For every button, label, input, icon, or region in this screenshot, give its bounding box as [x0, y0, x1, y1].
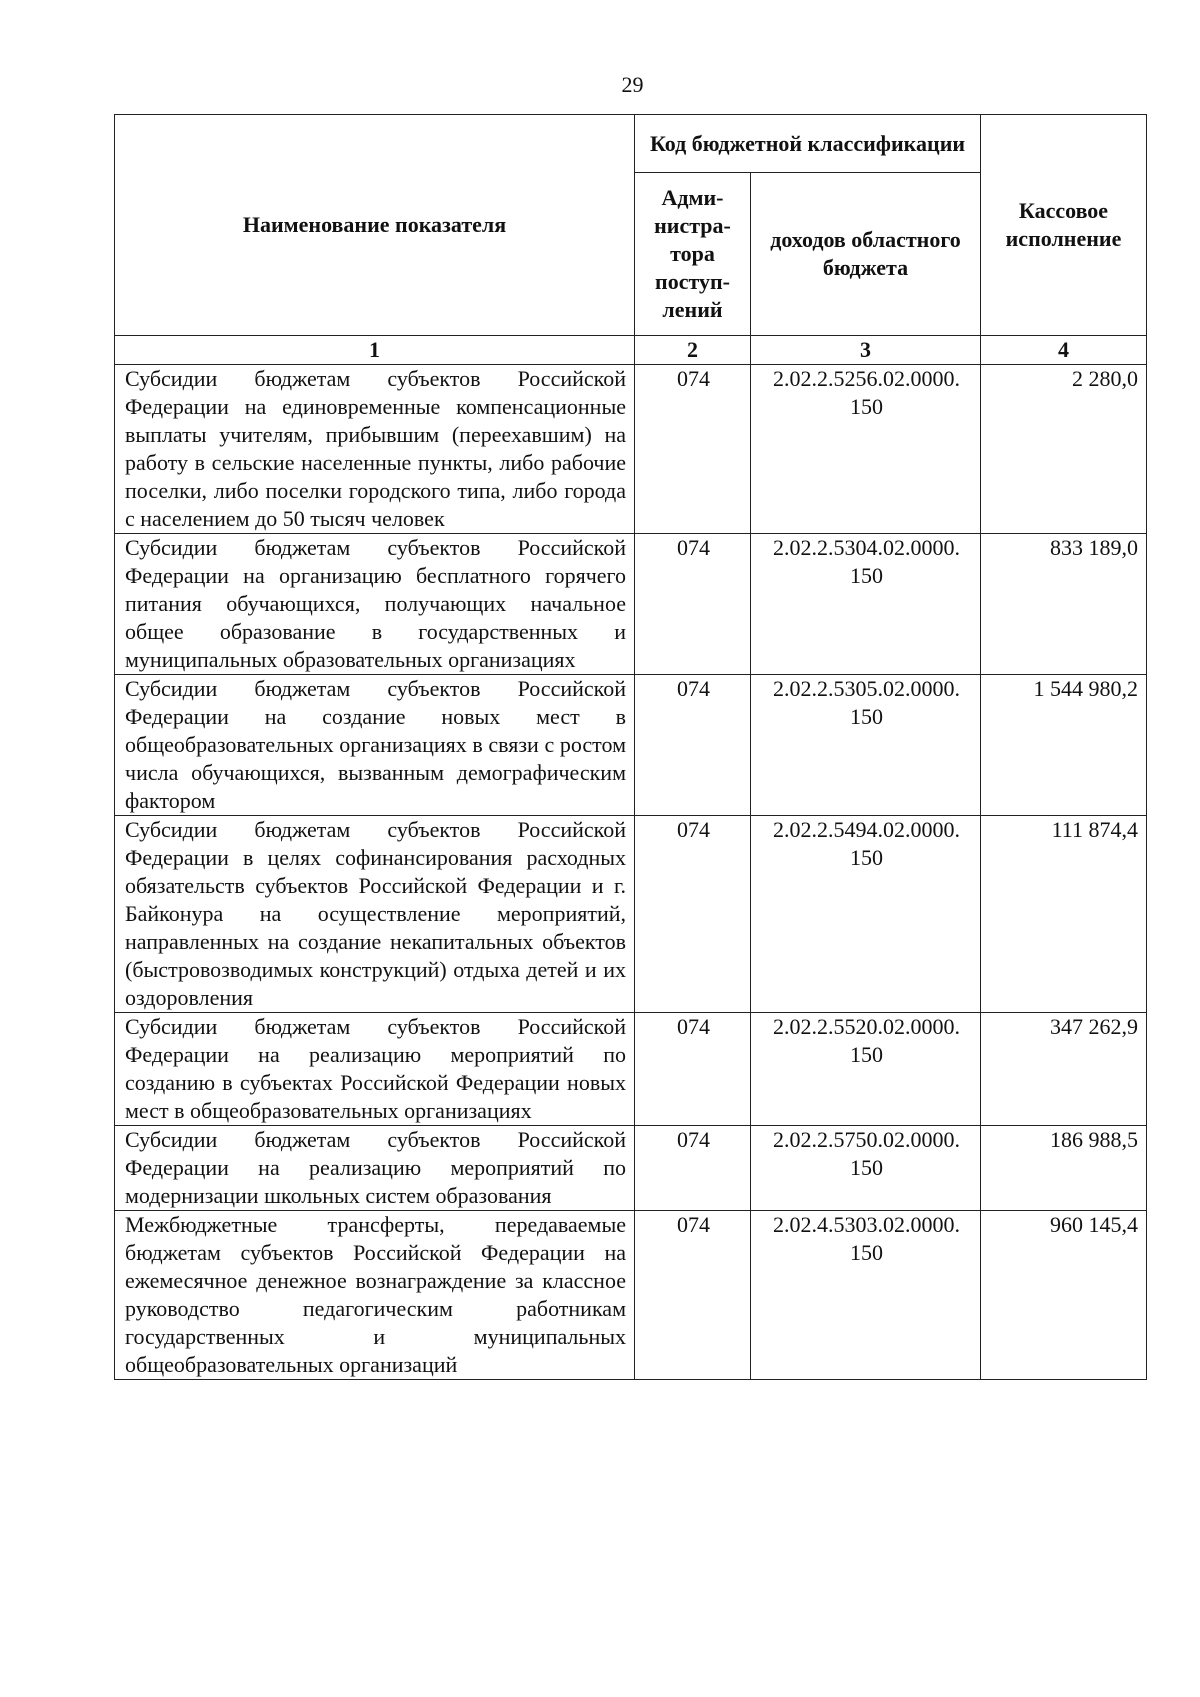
- table-row: [115, 1013, 1147, 1126]
- header-row: [115, 115, 1147, 173]
- row-name: Субсидии бюджетам субъектов Российской Федерации на реализацию мероприятий по модернизации школьных систем образования: [115, 1126, 635, 1211]
- row-name: Субсидии бюджетам субъектов Российской Федерации на организацию бесплатного горячего питания обучающихся, получающих начальное общее образование в государственных и муниципальных образовательных организациях: [115, 534, 635, 675]
- header-income: доходов областного бюджета: [751, 173, 981, 336]
- column-number-row: [115, 336, 1147, 365]
- row-admin-code: 074: [635, 534, 751, 675]
- header-admin: Адми-нистра-тора поступ-лений: [635, 173, 751, 336]
- row-amount: 2 280,0: [981, 365, 1147, 534]
- table-row: [115, 816, 1147, 1013]
- row-admin-code: 074: [635, 816, 751, 1013]
- row-admin-code: 074: [635, 675, 751, 816]
- row-admin-code: 074: [635, 365, 751, 534]
- row-income-code: 2.02.2.5520.02.0000. 150: [751, 1013, 981, 1126]
- column-number: 1: [115, 336, 635, 365]
- row-name: Межбюджетные трансферты, передаваемые бюджетам субъектов Российской Федерации на ежемесячное денежное вознаграждение за классное руководство педагогическим работникам государственных и муниципальных общеобразовательных организаций: [115, 1211, 635, 1380]
- budget-table: [114, 114, 1147, 1380]
- row-name: Субсидии бюджетам субъектов Российской Федерации в целях софинансирования расходных обязательств субъектов Российской Федерации и г. Байконура на осуществление мероприятий, направленных на создание некапитальных объектов (быстровозводимых конструкций) отдыха детей и их оздоровления: [115, 816, 635, 1013]
- row-amount: 960 145,4: [981, 1211, 1147, 1380]
- table-row: [115, 534, 1147, 675]
- row-income-code: 2.02.2.5256.02.0000. 150: [751, 365, 981, 534]
- row-income-code: 2.02.2.5750.02.0000. 150: [751, 1126, 981, 1211]
- row-amount: 111 874,4: [981, 816, 1147, 1013]
- row-amount: 833 189,0: [981, 534, 1147, 675]
- row-name: Субсидии бюджетам субъектов Российской Федерации на единовременные компенсационные выплаты учителям, прибывшим (переехавшим) на работу в сельские населенные пункты, либо рабочие поселки, либо поселки городского типа, либо города с населением до 50 тысяч человек: [115, 365, 635, 534]
- row-income-code: 2.02.2.5494.02.0000. 150: [751, 816, 981, 1013]
- row-amount: 347 262,9: [981, 1013, 1147, 1126]
- row-admin-code: 074: [635, 1126, 751, 1211]
- table-row: [115, 1126, 1147, 1211]
- table-row: [115, 675, 1147, 816]
- header-code-group: Код бюджетной классификации: [635, 115, 981, 173]
- row-amount: 1 544 980,2: [981, 675, 1147, 816]
- column-number: 2: [635, 336, 751, 365]
- table-row: [115, 365, 1147, 534]
- row-income-code: 2.02.4.5303.02.0000. 150: [751, 1211, 981, 1380]
- header-name: Наименование показателя: [115, 115, 635, 336]
- header-amount: Кассовое исполнение: [981, 115, 1147, 336]
- table-row: [115, 1211, 1147, 1380]
- page-number: 29: [621, 72, 644, 97]
- column-number: 4: [981, 336, 1147, 365]
- row-income-code: 2.02.2.5305.02.0000. 150: [751, 675, 981, 816]
- row-name: Субсидии бюджетам субъектов Российской Федерации на реализацию мероприятий по созданию в субъектах Российской Федерации новых мест в общеобразовательных организациях: [115, 1013, 635, 1126]
- column-number: 3: [751, 336, 981, 365]
- row-income-code: 2.02.2.5304.02.0000. 150: [751, 534, 981, 675]
- row-admin-code: 074: [635, 1013, 751, 1126]
- row-admin-code: 074: [635, 1211, 751, 1380]
- row-name: Субсидии бюджетам субъектов Российской Федерации на создание новых мест в общеобразовательных организациях в связи с ростом числа обучающихся, вызванным демографическим фактором: [115, 675, 635, 816]
- row-amount: 186 988,5: [981, 1126, 1147, 1211]
